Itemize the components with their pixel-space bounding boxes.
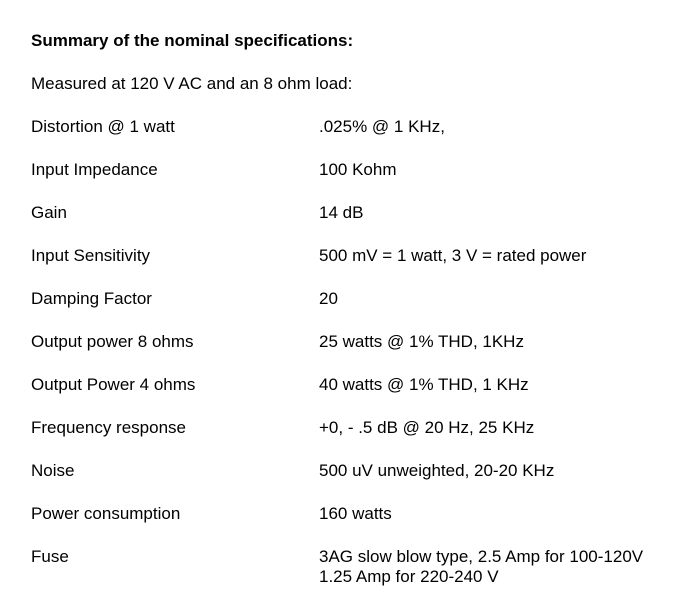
spec-document bbox=[31, 0, 681, 616]
spec-label: Noise bbox=[31, 461, 75, 480]
spec-value: 40 watts @ 1% THD, 1 KHz bbox=[319, 375, 529, 394]
spec-value: 500 uV unweighted, 20-20 KHz bbox=[319, 461, 555, 480]
spec-label: Gain bbox=[31, 203, 67, 222]
spec-table bbox=[31, 117, 681, 590]
spec-value: 500 mV = 1 watt, 3 V = rated power bbox=[319, 246, 587, 265]
spec-label: Power consumption bbox=[31, 504, 181, 523]
spec-row-frequency-response bbox=[31, 418, 681, 461]
spec-label: Frequency response bbox=[31, 418, 186, 437]
spec-value: 14 dB bbox=[319, 203, 364, 222]
spec-label: Damping Factor bbox=[31, 289, 152, 308]
spec-row-output-power-8-ohms bbox=[31, 332, 681, 375]
spec-value: 3AG slow blow type, 2.5 Amp for 100-120V 1.25 Amp for 220-240 V bbox=[319, 547, 644, 586]
spec-row-distortion bbox=[31, 117, 681, 160]
document-title: Summary of the nominal specifications: bbox=[31, 31, 354, 50]
spec-row-fuse bbox=[31, 547, 681, 590]
spec-label: Input Impedance bbox=[31, 160, 158, 179]
spec-value: .025% @ 1 KHz, bbox=[319, 117, 445, 136]
spec-row-damping-factor bbox=[31, 289, 681, 332]
spec-row-power-consumption bbox=[31, 504, 681, 547]
spec-value: 100 Kohm bbox=[319, 160, 397, 179]
spec-label: Fuse bbox=[31, 547, 69, 566]
spec-value: 160 watts bbox=[319, 504, 392, 523]
spec-label: Output power 8 ohms bbox=[31, 332, 194, 351]
spec-row-gain bbox=[31, 203, 681, 246]
spec-row-noise bbox=[31, 461, 681, 504]
spec-label: Output Power 4 ohms bbox=[31, 375, 196, 394]
spec-value: +0, - .5 dB @ 20 Hz, 25 KHz bbox=[319, 418, 535, 437]
spec-label: Distortion @ 1 watt bbox=[31, 117, 175, 136]
spec-row-input-impedance bbox=[31, 160, 681, 203]
spec-value: 20 bbox=[319, 289, 338, 308]
spec-value: 25 watts @ 1% THD, 1KHz bbox=[319, 332, 524, 351]
spec-row-input-sensitivity bbox=[31, 246, 681, 289]
measurement-conditions: Measured at 120 V AC and an 8 ohm load: bbox=[31, 74, 353, 93]
spec-label: Input Sensitivity bbox=[31, 246, 151, 265]
spec-row-output-power-4-ohms bbox=[31, 375, 681, 418]
